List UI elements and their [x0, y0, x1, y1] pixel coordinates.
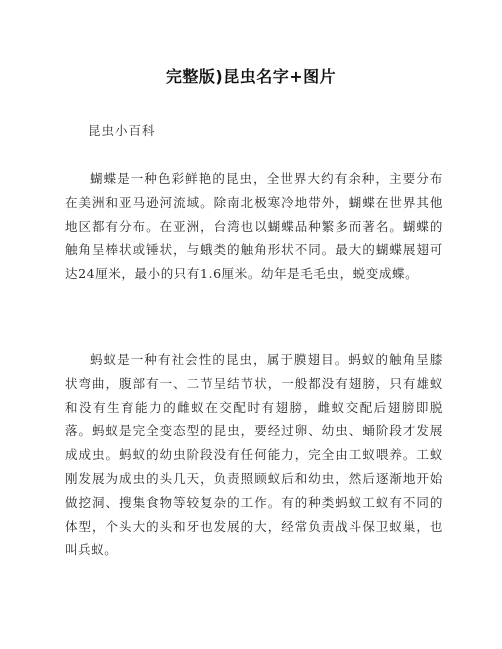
section-heading: 昆虫小百科 [88, 123, 156, 138]
document-title: 完整版)昆虫名字+图片 [165, 67, 337, 86]
paragraph-ant: 蚂蚁是一种有社会性的昆虫，属于膜翅目。蚂蚁的触角呈膝状弯曲，腹部有一、二节呈结节状，一般都没有翅膀，只有雄蚁和没有生育能力的雌蚁在交配时有翅膀，雌蚁交配后翅膀即脱落。蚂蚁是完全变态型的昆虫，要经过卵、幼虫、蛹阶段才发展成成虫。蚂蚁的幼虫阶段没有任何能力，完全由工蚁喂养。工蚁刚发展为成虫的头几天，负责照顾蚁后和幼虫，然后逐渐地开始做挖洞、搜集食物等较复杂的工作。有的种类蚂蚁工蚁有不同的体型，个头大的头和牙也发展的大，经常负责战斗保卫蚁巢，也叫兵蚁。 [65, 352, 443, 558]
paragraph-butterfly: 蝴蝶是一种色彩鲜艳的昆虫，全世界大约有余种，主要分布在美洲和亚马逊河流域。除南北极寒冷地带外，蝴蝶在世界其他地区都有分布。在亚洲，台湾也以蝴蝶品种繁多而著名。蝴蝶的触角呈棒状或锤状，与蛾类的触角形状不同。最大的蝴蝶展翅可达24厘米，最小的只有1.6厘米。幼年是毛毛虫，蜕变成蝶。 [65, 171, 443, 282]
